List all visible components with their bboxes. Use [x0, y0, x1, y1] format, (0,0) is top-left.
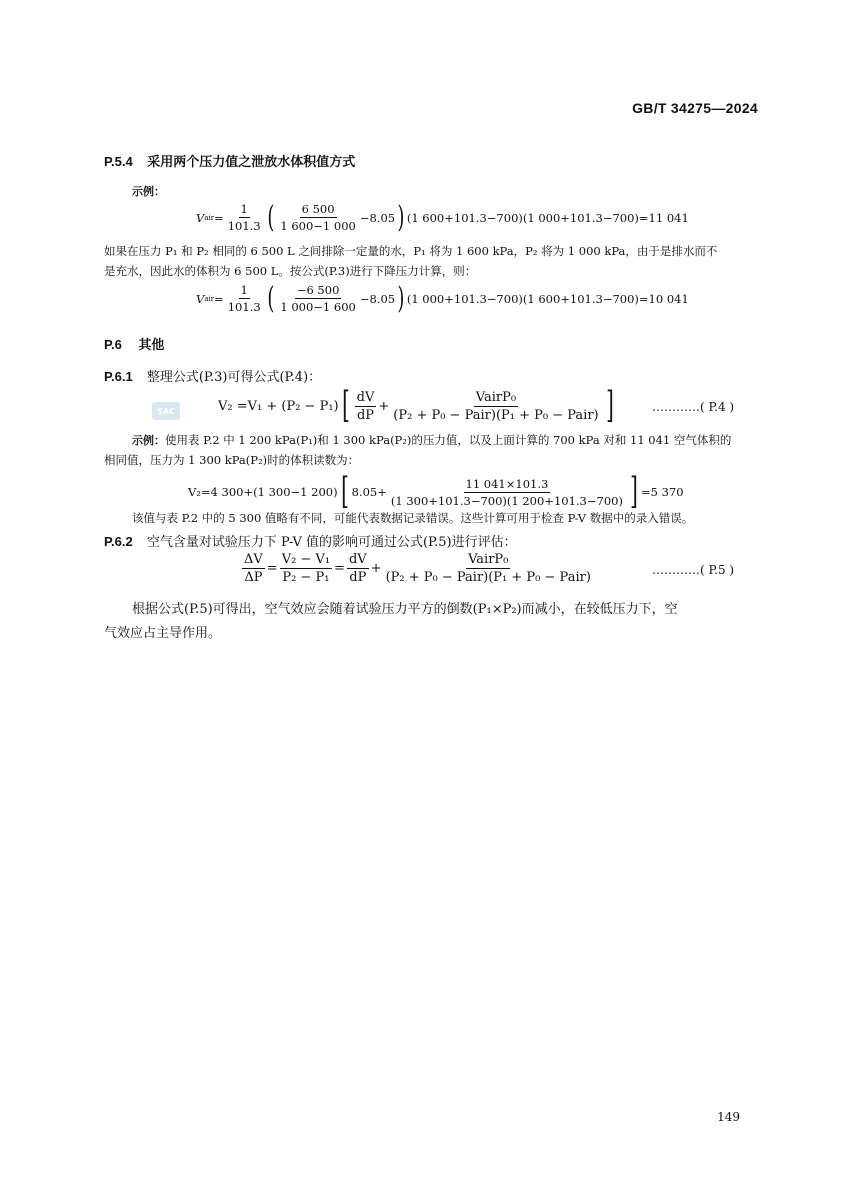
equation-3	[188, 471, 684, 512]
right-bracket: ]	[630, 471, 638, 512]
eq-lhs: V₂=4 300+(1 300−1 200)	[188, 485, 338, 499]
example-text: 使用表 P.2 中 1 200 kPa(P₁)和 1 300 kPa(P₂)的压力值，以及上面计算的 700 kPa 对和 11 041 空气体积的	[165, 433, 732, 447]
equation-p5	[240, 552, 595, 585]
left-bracket: [	[340, 471, 349, 512]
eq-equals: =	[214, 210, 224, 225]
coefficient-fraction: $\frac{1}{101.3}$	[227, 202, 261, 233]
eq-plus: +	[370, 561, 382, 576]
left-paren: (	[267, 280, 275, 316]
eq-result: =5 370	[640, 485, 684, 499]
volume-fraction: $\frac{-6 500}{1 000-1 600}$	[280, 283, 356, 314]
eq-lhs: V₂ =V₁ + (P₂ − P₁)	[218, 398, 339, 414]
air-fraction: $\frac{\text{VairP₀}}{\text{(P₂ + P₀ − Pair)(P₁ + P₀ − Pair)}}$	[385, 552, 591, 585]
section-text: 空气含量对试验压力下 P-V 值的影响可通过公式(P.5)进行评估：	[146, 535, 517, 550]
equation-2	[196, 280, 689, 316]
eq-lhs: V	[196, 291, 205, 306]
section-heading-p62	[104, 531, 517, 550]
volume-fraction: $\frac{11 041\times 101.3}{(1 300+101.3-700)(1 200+101.3-700)}$	[390, 476, 623, 508]
paragraph-2: 该值与表 P.2 中的 5 300 值略有不同，可能代表数据记录错误。这些计算可用于检查 P-V 数据中的录入错误。	[132, 511, 694, 525]
eq-lhs-sub: air	[204, 213, 215, 222]
right-paren: )	[397, 280, 405, 316]
section-number: P.5.4	[104, 154, 133, 169]
difference-fraction: $\frac{\text{V₂ − V₁}}{\text{P₂ − P₁}}$	[281, 552, 331, 585]
paragraph-3-line-2: 气效应占主导作用。	[104, 626, 222, 641]
coefficient-fraction: $\frac{1}{101.3}$	[227, 283, 261, 314]
left-paren: (	[267, 199, 275, 235]
delta-fraction: $\frac{\Delta V}{\Delta P}$	[244, 552, 263, 585]
paragraph-1-line-2: 是充水，因此水的体积为 6 500 L。按公式(P.3)进行下降压力计算，则：	[104, 264, 477, 278]
sac-watermark-logo: SAC	[152, 402, 180, 420]
section-heading-p54	[104, 151, 355, 170]
eq-tail: −8.05	[359, 210, 396, 225]
eq-lhs: V	[196, 210, 205, 225]
derivative-fraction: $\frac{dV}{dP}$	[348, 552, 367, 585]
eq-rest: (1 000+101.3−700)(1 600+101.3−700)=10 041	[406, 291, 689, 306]
section-title: 其他	[138, 338, 165, 353]
section-number: P.6	[104, 337, 122, 352]
air-fraction: $\frac{\text{VairP₀}}{\text{(P₂ + P₀ − Pair)(P₁ + P₀ − Pair)}}$	[393, 389, 599, 423]
section-heading-p61	[104, 366, 321, 385]
example-label: 示例：	[132, 434, 165, 447]
section-heading-p6	[104, 334, 164, 353]
section-text: 整理公式(P.3)可得公式(P.4)：	[146, 370, 322, 385]
eq-lhs-sub: air	[204, 294, 215, 303]
eq-tail: −8.05	[359, 291, 396, 306]
example-label: 示例：	[132, 185, 165, 198]
eq-equals: =	[214, 291, 224, 306]
eq-plus: +	[378, 398, 390, 414]
paragraph-1-line-1: 如果在压力 P₁ 和 P₂ 相同的 6 500 L 之间排除一定量的水，P₁ 将为 1 600 kPa，P₂ 将为 1 000 kPa，由于是排水而不	[104, 244, 718, 258]
example-2-line-1	[104, 432, 731, 449]
equation-p4	[218, 385, 617, 426]
section-number: P.6.1	[104, 369, 133, 384]
right-bracket: ]	[605, 385, 614, 426]
eq-term: 8.05+	[351, 485, 387, 499]
paragraph-3-line-1: 根据公式(P.5)可得出，空气效应会随着试验压力平方的倒数(P₁×P₂)而减小，在较低压力下，空	[132, 602, 678, 617]
eq-rest: (1 600+101.3−700)(1 000+101.3−700)=11 041	[406, 210, 689, 225]
equation-1	[196, 199, 689, 235]
eq-equals: =	[334, 561, 345, 576]
section-number: P.6.2	[104, 534, 133, 549]
equation-label-p5: …………( P.5 )	[652, 563, 735, 577]
left-bracket: [	[341, 385, 350, 426]
equation-label-p4: …………( P.4 )	[652, 400, 735, 414]
section-title: 采用两个压力值之泄放水体积值方式	[147, 155, 356, 170]
example-2-line-2: 相同值，压力为 1 300 kPa(P₂)时的体积读数为：	[104, 453, 360, 467]
standard-code: GB/T 34275—2024	[632, 100, 758, 116]
volume-fraction: $\frac{6 500}{1 600-1 000}$	[280, 202, 356, 233]
page-number: 149	[717, 1110, 740, 1124]
right-paren: )	[397, 199, 405, 235]
derivative-fraction: $\frac{dV}{dP}$	[356, 389, 375, 423]
eq-equals: =	[266, 561, 278, 576]
